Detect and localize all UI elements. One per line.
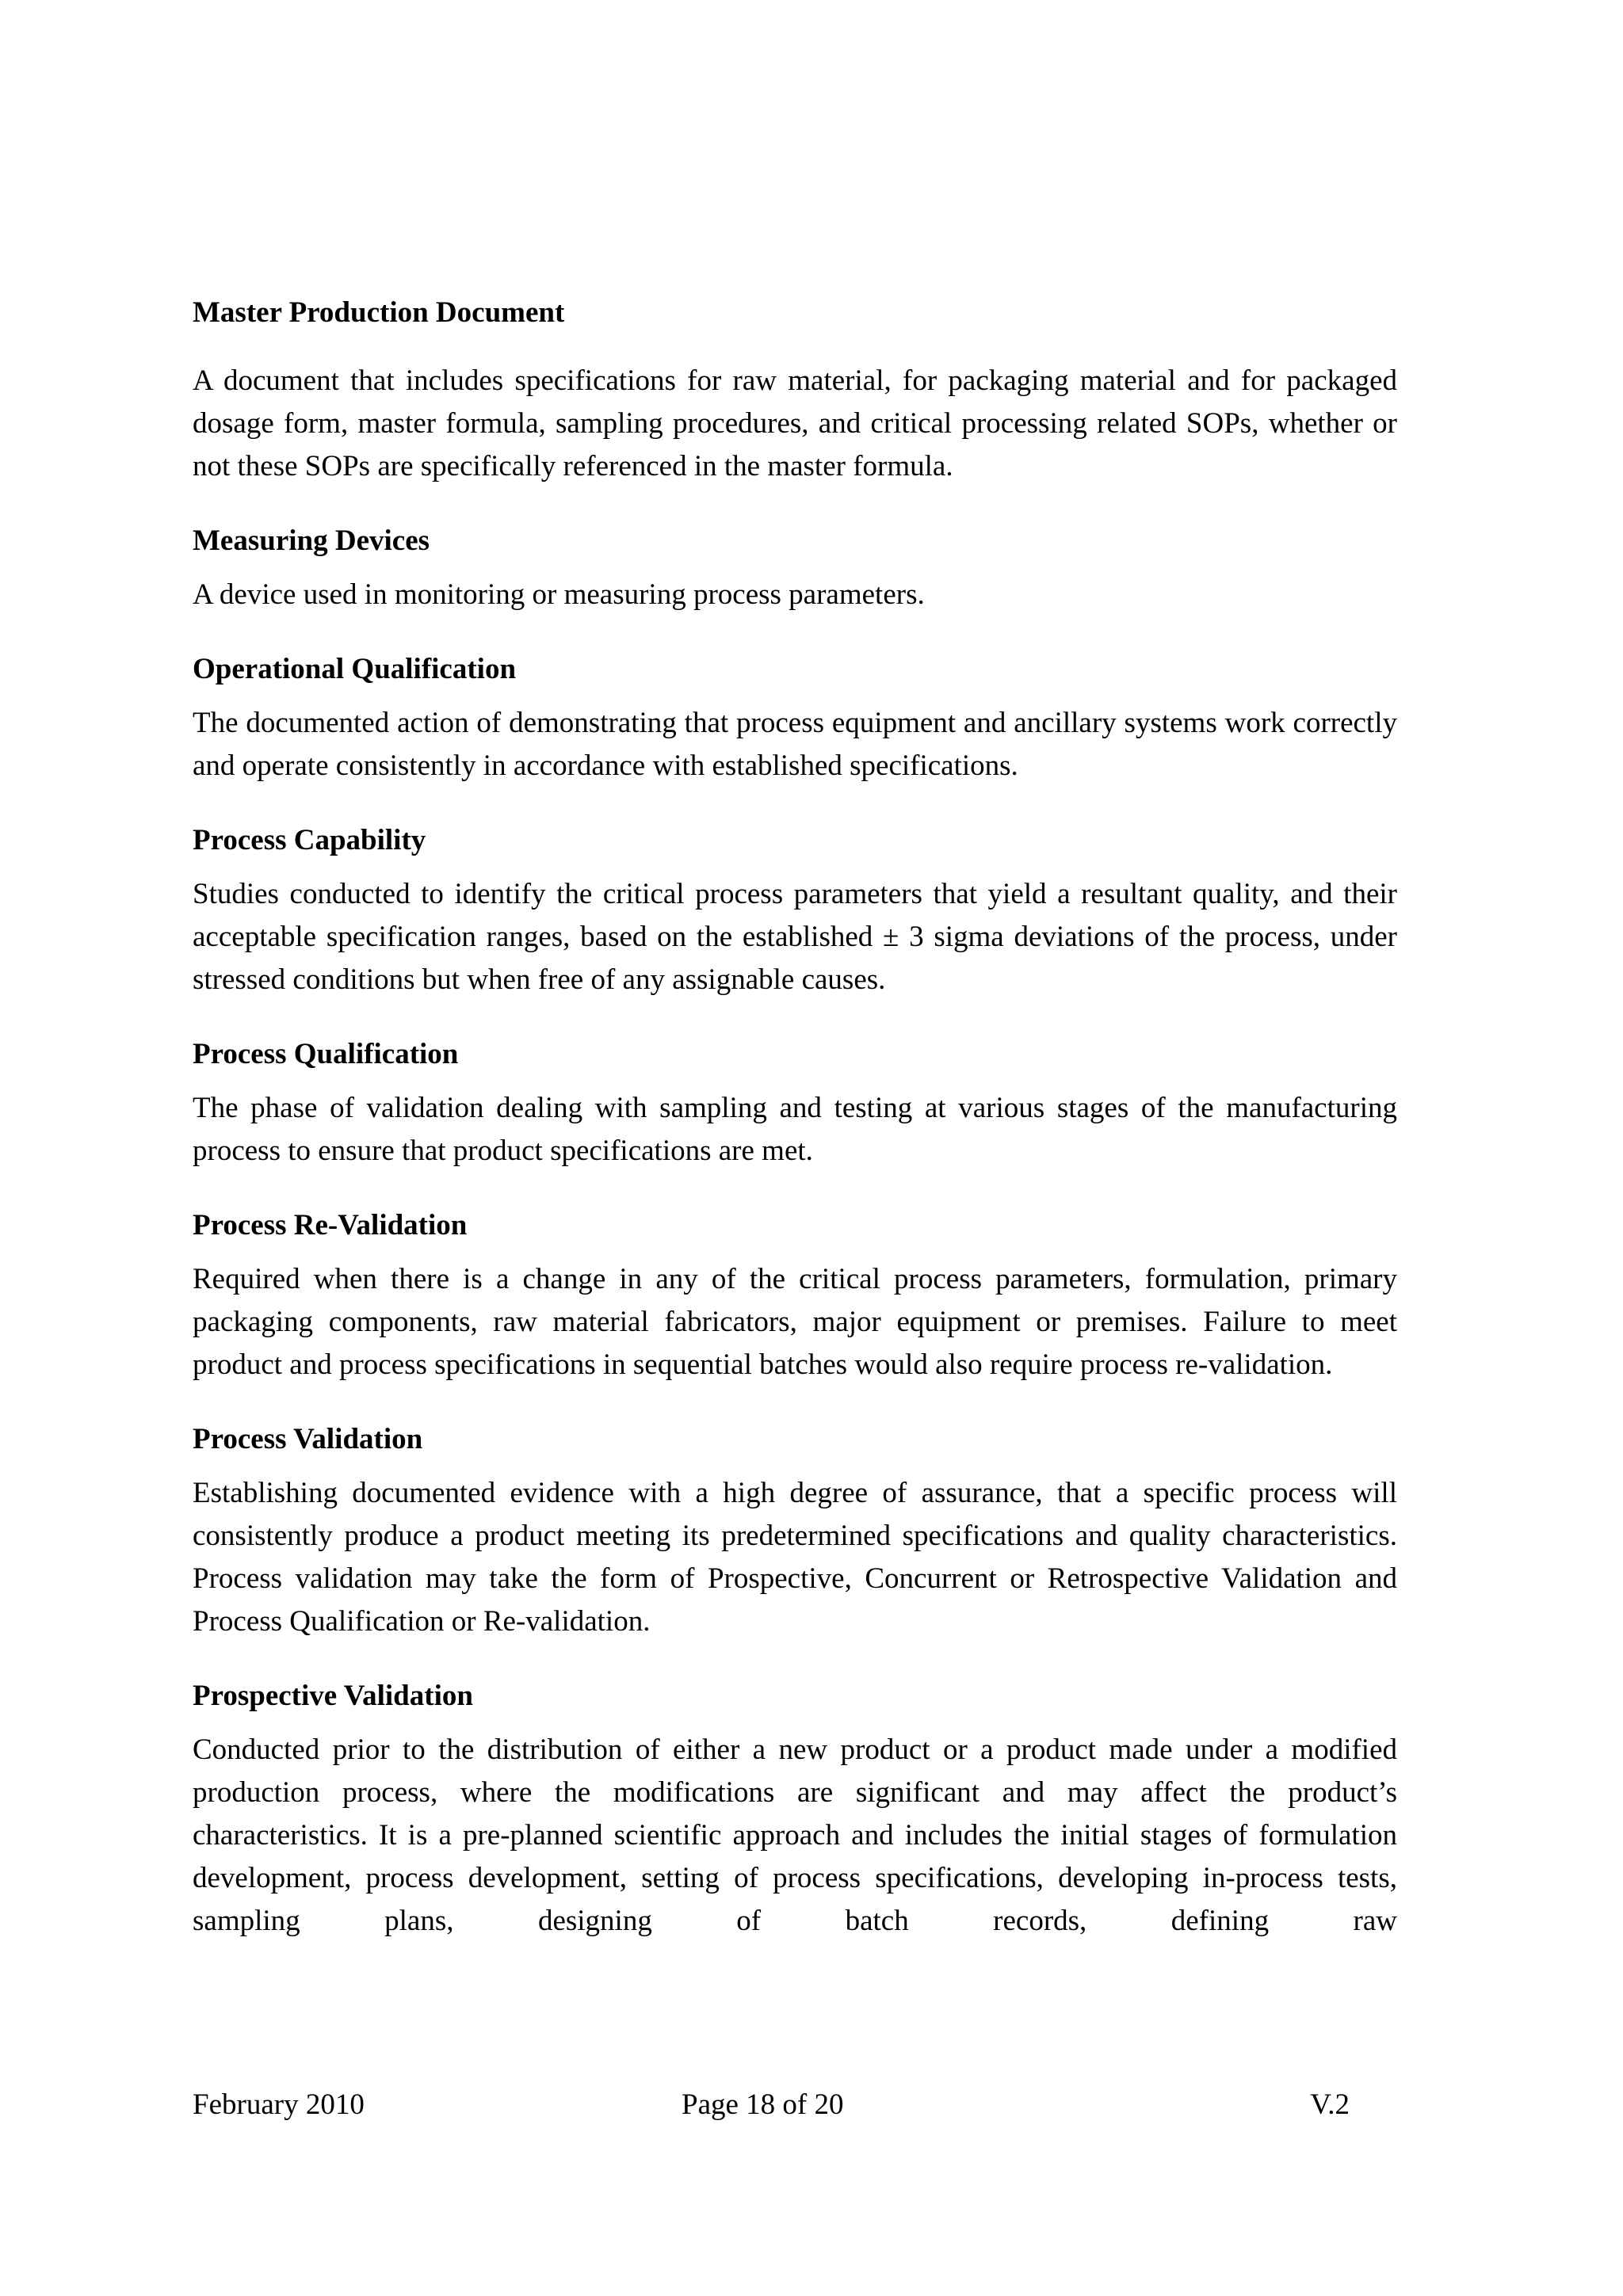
term-definition: The phase of validation dealing with sampling and testing at various stages of the manufacturing process to ensure that product specifications are met.: [193, 1092, 1397, 1167]
entry-prospective-validation: [193, 1675, 1397, 1943]
footer-version: V.2: [1310, 2088, 1350, 2121]
term-heading: Prospective Validation: [193, 1680, 473, 1712]
entry-measuring-devices: [193, 520, 1397, 616]
term-definition: Studies conducted to identify the critical process parameters that yield a resultant quality, and their acceptable specification ranges, based on the established ± 3 sigma deviations of the process, under stressed conditions but when free of any assignable causes.: [193, 878, 1397, 996]
entry-process-re-validation: [193, 1204, 1397, 1386]
entry-master-production-document: [193, 292, 1397, 488]
term-definition: Establishing documented evidence with a high degree of assurance, that a specific process will consistently produce a product meeting its predetermined specifications and quality characteristics. Process validation may take the form of Prospective, Concurrent or Retrospective Validation and Process Qualification or Re-validation.: [193, 1477, 1397, 1638]
term-definition: A device used in monitoring or measuring process parameters.: [193, 578, 925, 611]
document-body: [193, 292, 1397, 1943]
term-definition: The documented action of demonstrating that process equipment and ancillary systems work correctly and operate consistently in accordance with established specifications.: [193, 707, 1397, 782]
term-heading: Measuring Devices: [193, 524, 430, 557]
footer-date: February 2010: [193, 2088, 365, 2121]
entry-process-capability: [193, 819, 1397, 1001]
term-heading: Master Production Document: [193, 296, 565, 329]
term-heading: Process Capability: [193, 824, 426, 856]
entry-process-validation: [193, 1418, 1397, 1643]
page-footer: [193, 2084, 1350, 2126]
term-definition: Conducted prior to the distribution of either a new product or a product made under a modified production process, where the modifications are significant and may affect the product’s characteristics. It is a pre-planned scientific approach and includes the initial stages of formulation development, process development, setting of process specifications, developing in-process tests, sampling plans, designing of batch records, defining raw: [193, 1733, 1397, 1937]
term-heading: Process Re-Validation: [193, 1209, 468, 1241]
term-heading: Operational Qualification: [193, 653, 517, 685]
entry-process-qualification: [193, 1033, 1397, 1173]
footer-page-number: Page 18 of 20: [682, 2088, 844, 2121]
term-heading: Process Validation: [193, 1423, 423, 1455]
term-definition: A document that includes specifications for raw material, for packaging material and for packaged dosage form, master formula, sampling procedures, and critical processing related SOPs, whether or not these SOPs are specifically referenced in the master formula.: [193, 364, 1397, 482]
term-heading: Process Qualification: [193, 1038, 459, 1070]
term-definition: Required when there is a change in any of the critical process parameters, formulation, primary packaging components, raw material fabricators, major equipment or premises. Failure to meet product and process specifications in sequential batches would also require process re-validation.: [193, 1263, 1397, 1381]
entry-operational-qualification: [193, 648, 1397, 788]
